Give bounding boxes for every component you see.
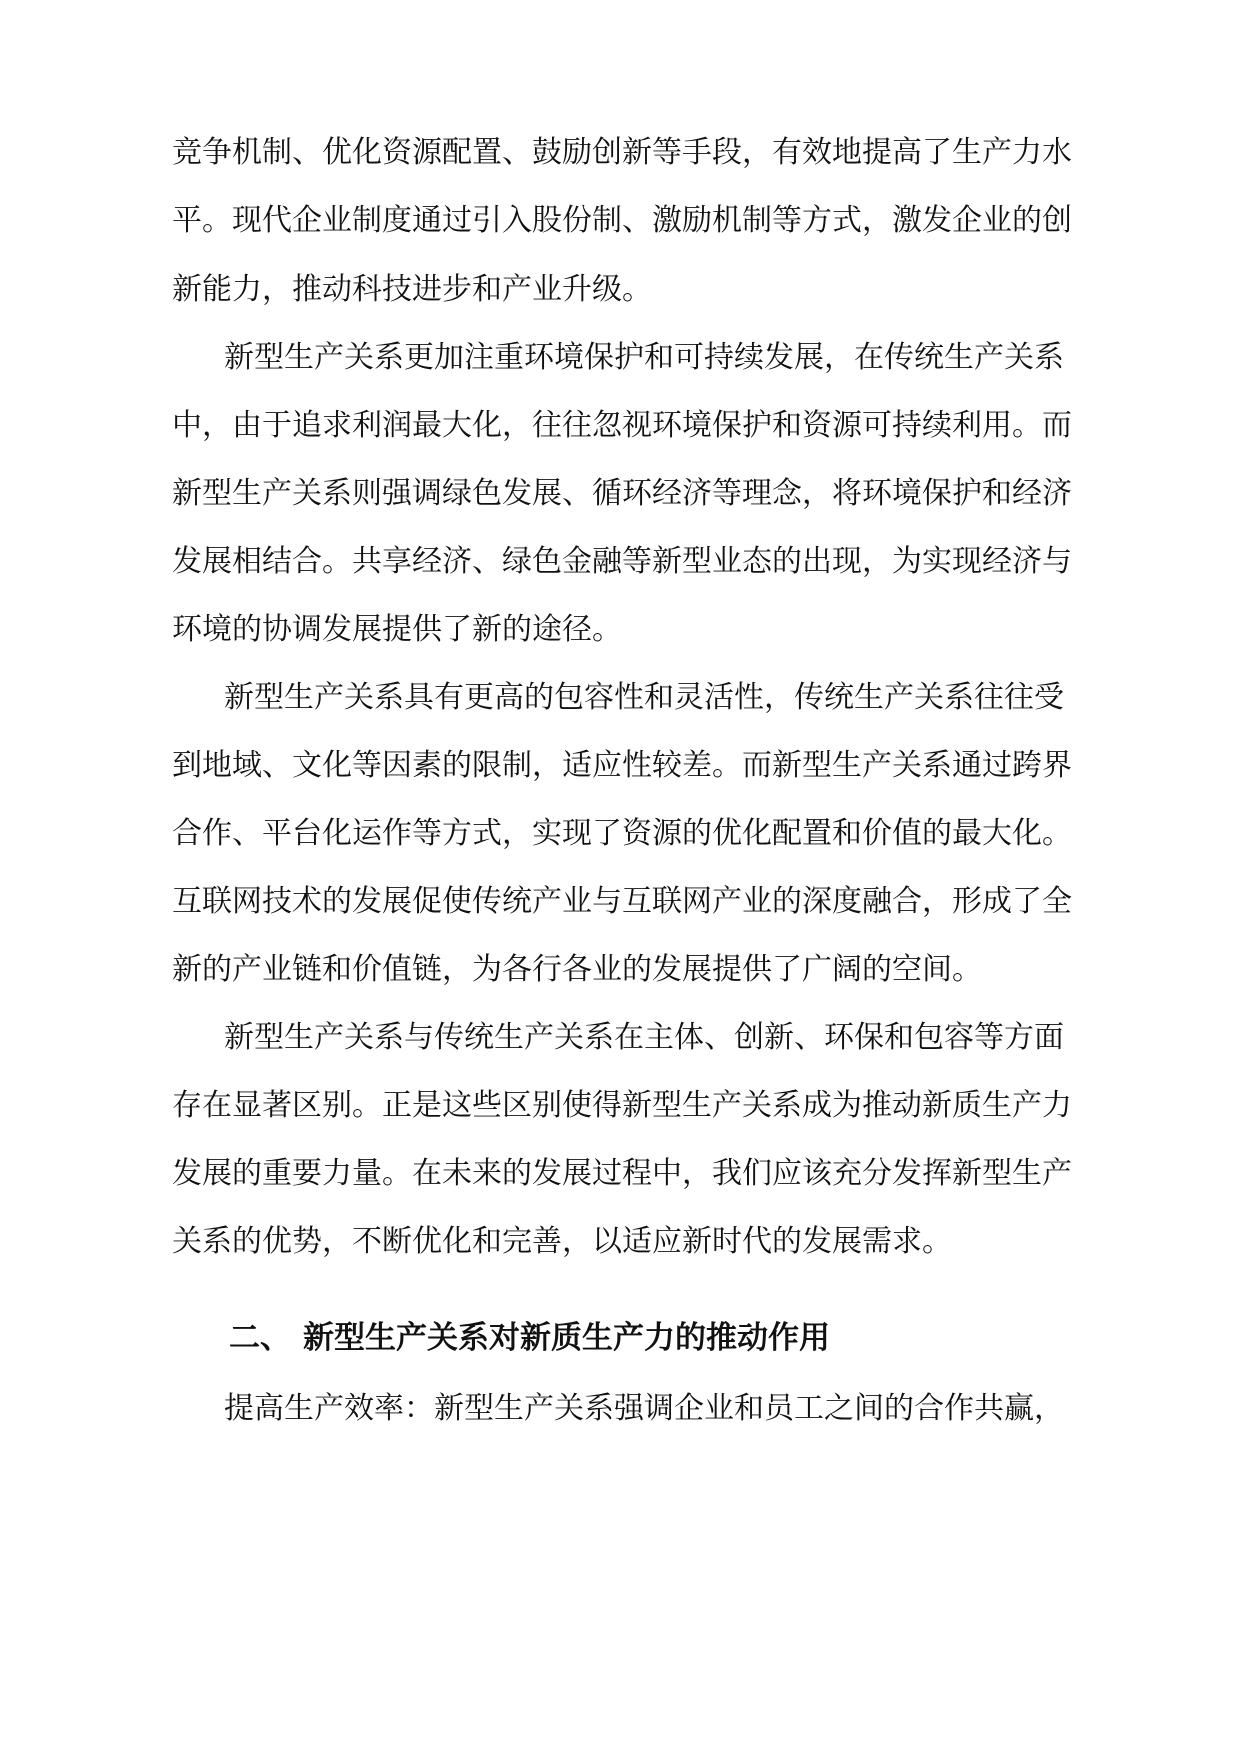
paragraph-2-line-2: 中，由于追求利润最大化，往往忽视环境保护和资源可持续利用。而 [172,408,1072,443]
paragraph-2-line-3: 新型生产关系则强调绿色发展、循环经济等理念，将环境保护和经济 [172,476,1072,511]
paragraph-2-line-5: 环境的协调发展提供了新的途径。 [172,612,622,647]
paragraph-3-line-5: 新的产业链和价值链，为各行各业的发展提供了广阔的空间。 [172,952,982,987]
paragraph-3-line-2: 到地域、文化等因素的限制，适应性较差。而新型生产关系通过跨界 [172,748,1072,783]
paragraph-1-line-3: 新能力，推动科技进步和产业升级。 [172,272,652,307]
section-heading-number: 二、 [229,1320,291,1356]
paragraph-5-line-1: 提高生产效率：新型生产关系强调企业和员工之间的合作共赢， [224,1391,1064,1426]
paragraph-1-line-2: 平。现代企业制度通过引入股份制、激励机制等方式，激发企业的创 [172,203,1072,238]
paragraph-4-line-4: 关系的优势，不断优化和完善，以适应新时代的发展需求。 [172,1224,952,1259]
paragraph-1-line-1: 竞争机制、优化资源配置、鼓励创新等手段，有效地提高了生产力水 [172,135,1072,170]
paragraph-3-line-3: 合作、平台化运作等方式，实现了资源的优化配置和价值的最大化。 [172,816,1072,851]
paragraph-4-line-1: 新型生产关系与传统生产关系在主体、创新、环保和包容等方面 [224,1020,1064,1055]
section-heading-title: 新型生产关系对新质生产力的推动作用 [303,1320,830,1356]
paragraph-3-line-4: 互联网技术的发展促使传统产业与互联网产业的深度融合，形成了全 [172,884,1072,919]
paragraph-4-line-2: 存在显著区别。正是这些区别使得新型生产关系成为推动新质生产力 [172,1088,1072,1123]
paragraph-4-line-3: 发展的重要力量。在未来的发展过程中，我们应该充分发挥新型生产 [172,1156,1072,1191]
paragraph-3-line-1: 新型生产关系具有更高的包容性和灵活性，传统生产关系往往受 [224,680,1064,715]
paragraph-2-line-1: 新型生产关系更加注重环境保护和可持续发展，在传统生产关系 [224,340,1064,375]
paragraph-2-line-4: 发展相结合。共享经济、绿色金融等新型业态的出现，为实现经济与 [172,544,1072,579]
